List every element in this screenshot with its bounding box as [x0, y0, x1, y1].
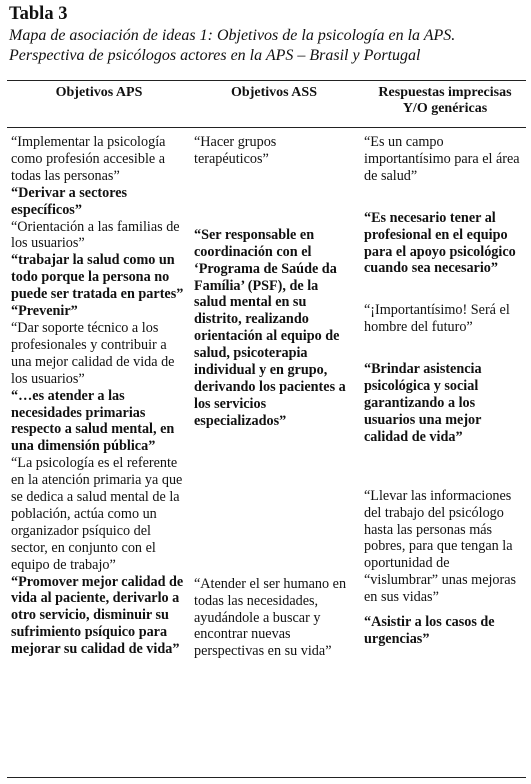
header-objetivos-ass: Objetivos ASS — [231, 85, 317, 100]
aps-quote-1: “Implementar la psicología como profesión accesible a todas las personas” — [11, 134, 166, 184]
subtitle-line-1: Mapa de asociación de ideas 1: Objetivos de la psicología en la APS. — [9, 27, 456, 44]
column-objetivos-ass — [194, 134, 354, 660]
column-respuestas-imprecisas — [364, 134, 526, 648]
generic-quote-3: “¡Importantísimo! Será el hombre del futuro” — [364, 302, 510, 336]
aps-quote-6: “Dar soporte técnico a los profesionales y contribuir a una mejor calidad de vida de los usuarios” — [11, 319, 175, 387]
aps-quote-5: “Prevenir” — [11, 303, 78, 320]
ass-quote-2: “Ser responsable en coordinación con el ‘Programa de Saúde da Família’ (PSF), de la salud mental en su distrito, realizando orientación al equipo de salud, psicoterapia individual y en grupo, derivando los pacientes a los servicios especializados” — [194, 226, 346, 429]
aps-quote-4: “trabajar la salud como un todo porque la persona no puede ser tratada en partes” — [11, 252, 184, 303]
aps-quote-7: “…es atender a las necesidades primarias respecto a salud mental, en una dimensión pública” — [11, 387, 175, 455]
generic-quote-6: “Asistir a los casos de urgencias” — [364, 614, 495, 647]
aps-quote-2: “Derivar a sectores específicos” — [11, 184, 128, 218]
table-bottom-rule — [7, 777, 526, 778]
ass-quote-3: “Atender el ser humano en todas las necesidades, ayudándole a buscar y encontrar nuevas perspectivas en su vida” — [194, 575, 347, 660]
subtitle-line-2: Perspectiva de psicólogos actores en la APS – Brasil y Portugal — [9, 47, 421, 64]
aps-quote-9: “Promover mejor calidad de vida al paciente, derivarlo a otro servicio, disminuir su sufrimiento psíquico para mejorar su calidad de vida” — [11, 573, 184, 658]
generic-quote-2: “Es necesario tener al profesional en el equipo para el apoyo psicológico cuando sea necesario” — [364, 209, 516, 277]
table-top-rule — [7, 80, 526, 81]
column-objetivos-aps — [11, 134, 187, 658]
header-col3-line-1: Respuestas imprecisas — [378, 85, 512, 100]
table-title: Tabla 3 — [9, 4, 68, 24]
header-col3-line-2: Y/O genéricas — [402, 101, 488, 116]
header-objetivos-aps: Objetivos APS — [55, 85, 143, 100]
ass-quote-1: “Hacer grupos terapéuticos” — [194, 134, 277, 167]
aps-quote-3: “Orientación a las familias de los usuarios” — [11, 218, 180, 252]
generic-quote-5: “Llevar las informaciones del trabajo del psicólogo hasta las personas más pobres, para que tengan la oportunidad de “vislumbrar” unas mejoras en sus vidas” — [364, 487, 517, 606]
header-respuestas-imprecisas — [364, 85, 526, 117]
table-subtitle — [9, 26, 524, 66]
aps-quote-8: “La psicología es el referente en la atención primaria ya que se dedica a salud mental de la población, actúa como un organizador psíquico del sector, en conjunto con el equipo de trabajo” — [11, 455, 183, 573]
generic-quote-4: “Brindar asistencia psicológica y social garantizando a los usuarios una mejor calidad de vida” — [364, 361, 482, 445]
generic-quote-1: “Es un campo importantísimo para el área de salud” — [364, 134, 520, 184]
header-rule — [7, 127, 526, 128]
